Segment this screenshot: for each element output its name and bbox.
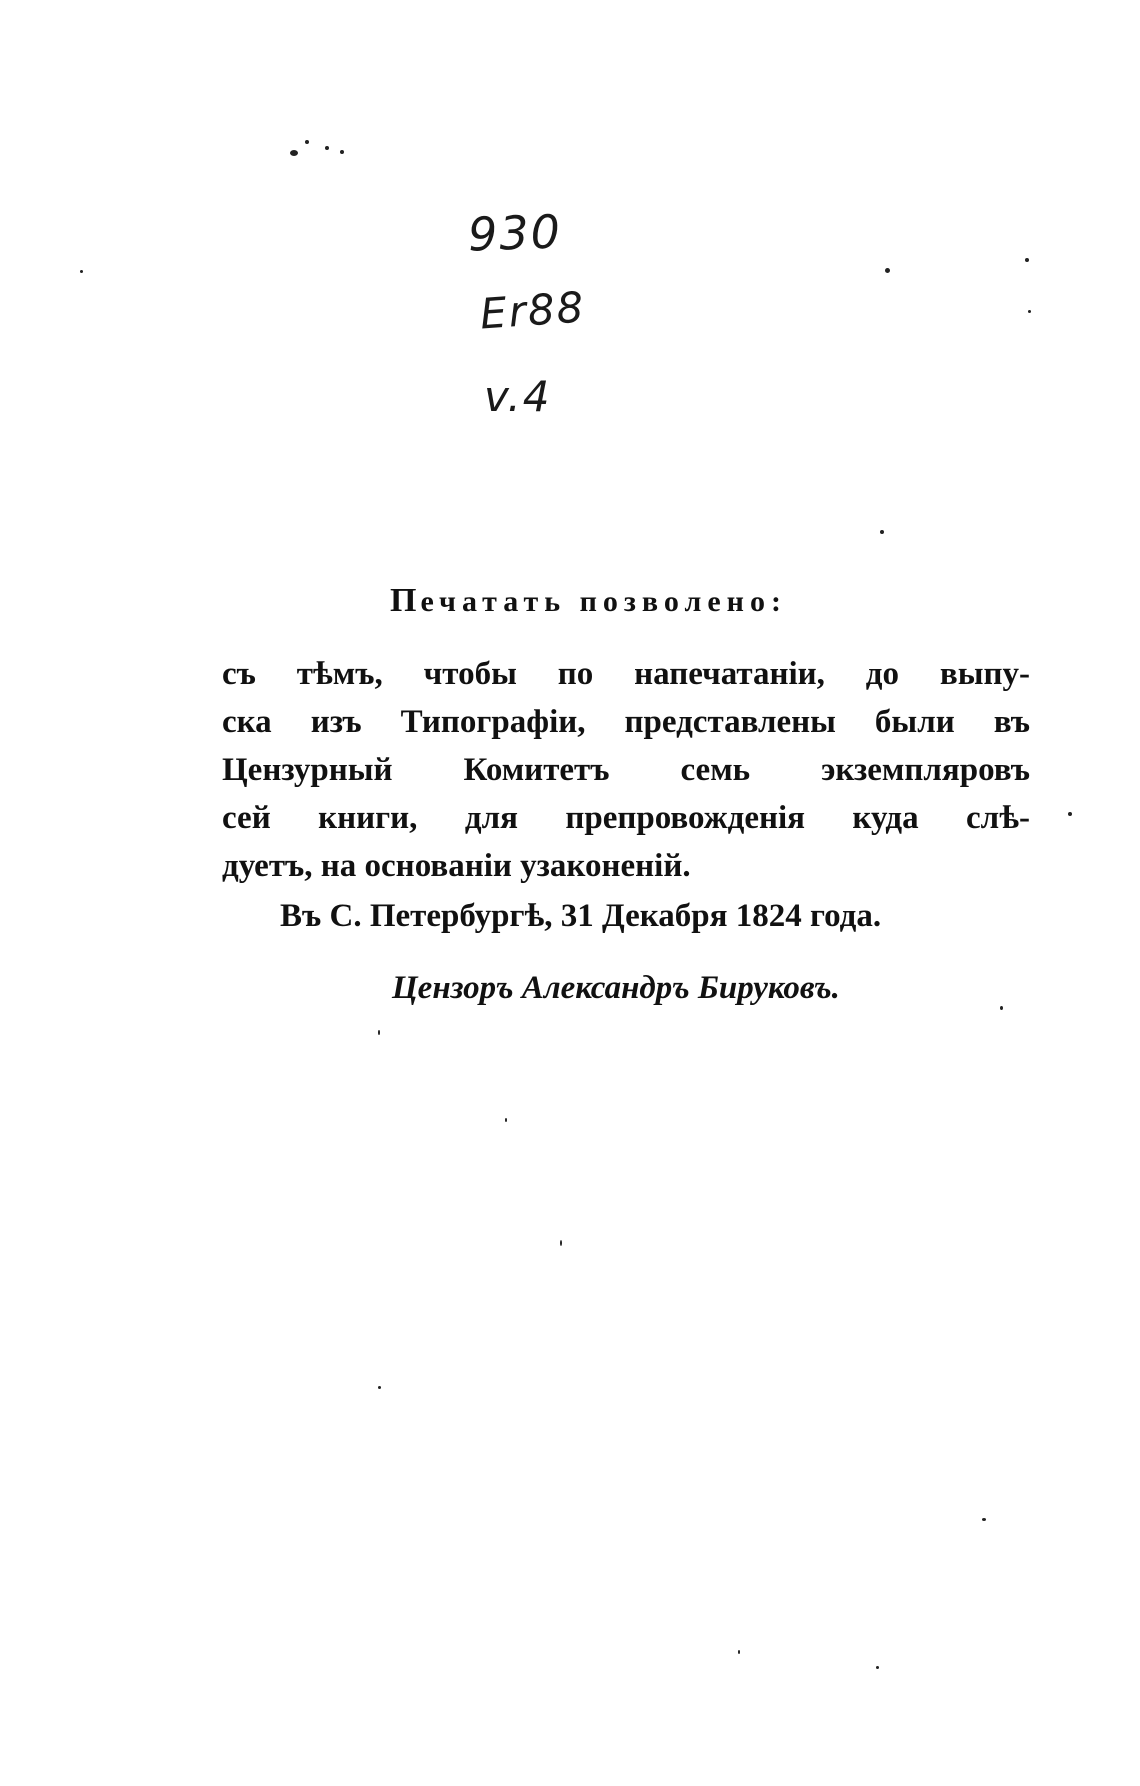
scan-speck: [885, 268, 890, 273]
scan-speck: [1025, 258, 1029, 262]
scan-speck: [982, 1518, 986, 1521]
scan-speck: [290, 150, 298, 156]
body-line: сей книги, для препровожденія куда слѣ-: [222, 800, 1030, 836]
scan-speck: [1028, 310, 1031, 313]
scan-speck: [1000, 1006, 1003, 1010]
call-number-line-3: v.4: [484, 372, 552, 421]
body-line: дуетъ, на основаніи узаконеній.: [222, 848, 691, 884]
body-line: Цензурный Комитетъ семь экземпляровъ: [222, 752, 1030, 788]
scan-speck: [378, 1386, 381, 1389]
permission-body: [222, 650, 1030, 890]
scan-speck: [738, 1650, 740, 1654]
date-line: Въ С. Петербургѣ, 31 Декабря 1824 года.: [280, 898, 882, 934]
scan-speck: [1068, 812, 1072, 816]
scan-speck: [876, 1666, 879, 1669]
heading-rest: ечатать позволено:: [420, 585, 787, 618]
scan-speck: [505, 1118, 507, 1122]
call-number-line-1: 930: [467, 204, 563, 262]
scan-speck: [305, 140, 309, 144]
call-number-line-2: Er88: [478, 282, 587, 339]
scan-speck: [378, 1030, 380, 1035]
permission-heading: [390, 582, 787, 620]
scan-speck: [340, 150, 344, 154]
censor-signature: Цензоръ Александръ Бируковъ.: [392, 970, 840, 1006]
scan-speck: [880, 530, 884, 534]
heading-initial: П: [390, 582, 421, 619]
scan-speck: [325, 146, 329, 150]
scan-speck: [80, 270, 83, 273]
body-line: ска изъ Типографіи, представлены были въ: [222, 704, 1030, 740]
scan-speck: [560, 1240, 562, 1246]
body-line: съ тѣмъ, чтобы по напечатаніи, до выпу-: [222, 656, 1030, 692]
